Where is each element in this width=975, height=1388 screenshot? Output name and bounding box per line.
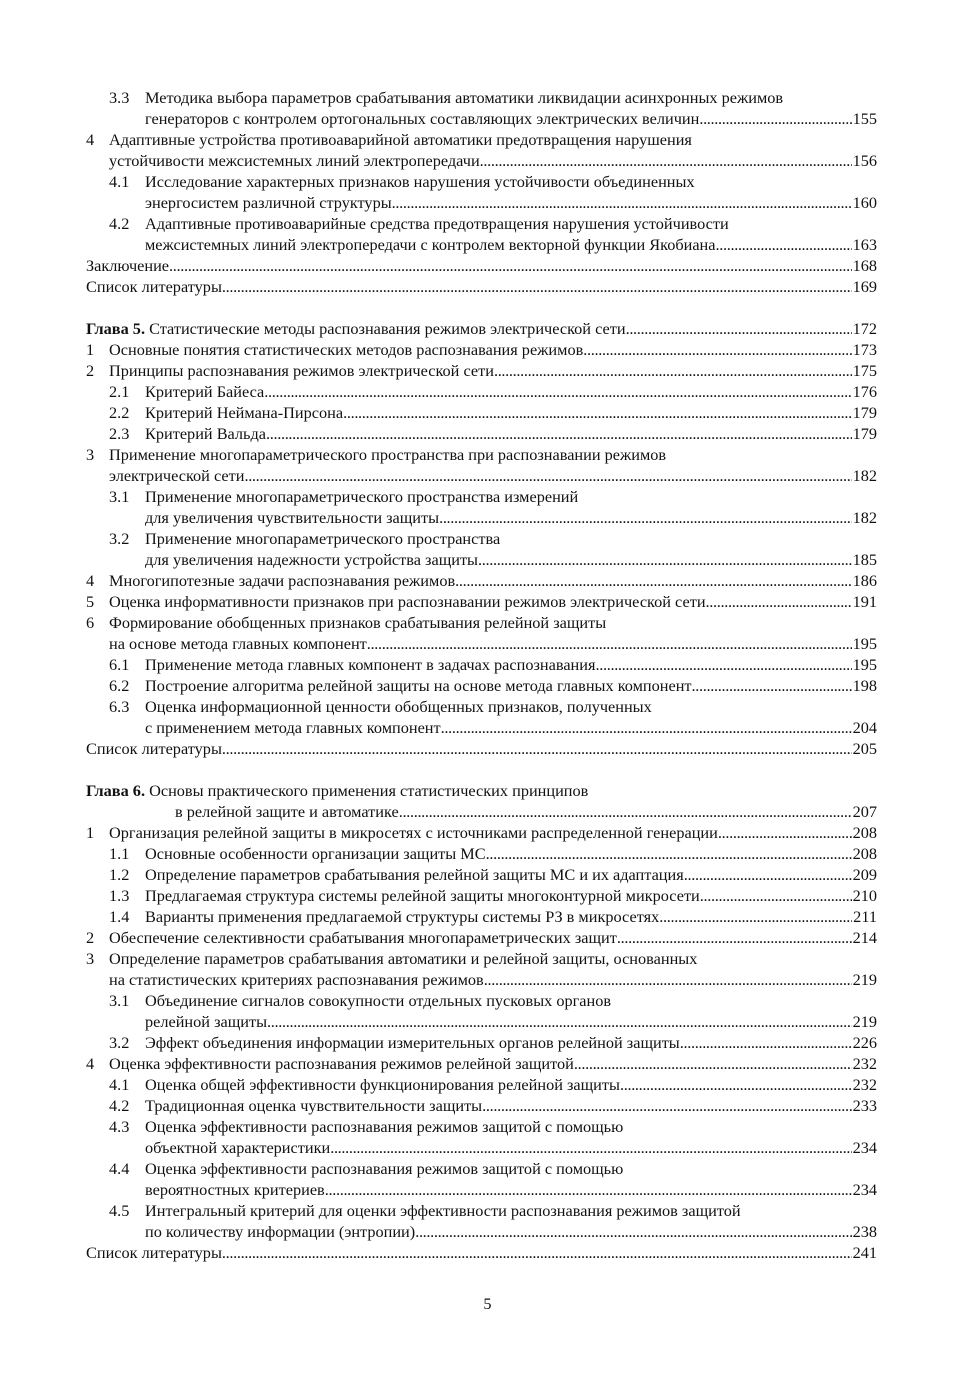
page-ref: 179 [852,424,877,443]
entry-number: 4.2 [109,214,130,233]
page-ref: 185 [852,550,877,569]
dot-leader [494,360,852,381]
toc-entry [86,360,877,381]
entry-number: 1 [86,823,95,842]
page-ref: 176 [852,382,877,401]
toc-entry [86,423,877,444]
toc-entry [86,318,877,339]
toc-entry [86,948,877,969]
toc-entry [86,339,877,360]
dot-leader [620,1074,852,1095]
page-ref: 173 [852,340,877,359]
page-ref: 163 [852,235,877,254]
entry-title: Оценка эффективности распознавания режимов защитой с помощью [145,1159,624,1178]
page-ref: 191 [852,592,877,611]
dot-leader [267,1011,852,1032]
entry-title: электрической сети [109,466,245,485]
page-ref: 209 [852,865,877,884]
entry-title: Предлагаемая структура системы релейной защиты многоконтурной микросети [145,886,700,905]
entry-title: вероятностных критериев [145,1180,325,1199]
dot-leader [478,549,852,570]
entry-title: Многогипотезные задачи распознавания режимов [109,571,456,590]
spacer [86,759,877,780]
entry-title: Оценка общей эффективности функционирования релейной защиты [145,1075,620,1094]
page-ref: 238 [852,1222,877,1241]
entry-number: 1.1 [109,844,130,863]
entry-title: для увеличения надежности устройства защиты [145,550,478,569]
entry-title: Интегральный критерий для оценки эффективности распознавания режимов защитой [145,1201,741,1220]
entry-title: Определение параметров срабатывания релейной защиты МС и их адаптация [145,865,684,884]
toc-entry [86,843,877,864]
toc-entry [86,234,877,255]
entry-title: Основные особенности организации защиты МС [145,844,486,863]
entry-number: 6.2 [109,676,130,695]
page-number: 5 [483,1294,492,1313]
entry-title: Обеспечение селективности срабатывания многопараметрических защит [109,928,617,947]
toc-entry [86,1221,877,1242]
page-ref: 232 [852,1075,877,1094]
entry-number: 6.1 [109,655,130,674]
entry-number: 2.1 [109,382,130,401]
toc-entry [86,486,877,507]
dot-leader [680,1032,852,1053]
entry-title: Исследование характерных признаков нарушения устойчивости объединенных [145,172,695,191]
entry-title: Применение многопараметрического пространства [145,529,501,548]
entry-number: 5 [86,592,95,611]
entry-title: Заключение [86,256,170,275]
dot-leader [266,423,852,444]
entry-title: Применение многопараметрического пространства при распознавании режимов [109,445,667,464]
page-ref: 169 [852,277,877,296]
toc-entry [86,969,877,990]
page-ref: 208 [852,823,877,842]
entry-number: 4.1 [109,172,130,191]
toc-entry [86,1053,877,1074]
entry-title: Оценка эффективности распознавания режимов релейной защитой [109,1054,574,1073]
entry-title: Адаптивные устройства противоаварийной автоматики предотвращения нарушения [109,130,692,149]
entry-title: Организация релейной защиты в микросетях с источниками распределенной генерации [109,823,718,842]
toc-entry [86,444,877,465]
page-ref: 232 [852,1054,877,1073]
entry-title: Критерий Неймана-Пирсона [145,403,344,422]
toc-entry [86,381,877,402]
entry-title: в релейной защите и автоматике [175,802,399,821]
entry-title: Определение параметров срабатывания автоматики и релейной защиты, основанных [109,949,698,968]
toc-entry [86,549,877,570]
entry-title: Применение многопараметрического пространства измерений [145,487,579,506]
toc-entry [86,276,877,297]
spacer [86,297,877,318]
toc-entry [86,1158,877,1179]
entry-title: Варианты применения предлагаемой структуры системы РЗ в микросетях [145,907,660,926]
entry-number: 3 [86,949,95,968]
entry-title: Список литературы [86,1243,222,1262]
toc-entry [86,402,877,423]
dot-leader [264,381,851,402]
page-ref: 208 [852,844,877,863]
dot-leader [455,570,851,591]
entry-number: 4.1 [109,1075,130,1094]
page-ref: 211 [853,907,877,926]
dot-leader [441,717,852,738]
entry-title: Методика выбора параметров срабатывания автоматики ликвидации асинхронных режимов [145,88,784,107]
toc-entry [86,1074,877,1095]
dot-leader [169,255,852,276]
toc-entry [86,1242,877,1263]
entry-title: с применением метода главных компонент [145,718,441,737]
entry-title: Оценка информативности признаков при распознавании режимов электрической сети [109,592,706,611]
entry-title: Основные понятия статистических методов распознавания режимов [109,340,584,359]
dot-leader [617,927,852,948]
dot-leader [706,591,852,612]
entry-title: Список литературы [86,739,222,758]
entry-number: 6.3 [109,697,130,716]
dot-leader [415,1221,851,1242]
entry-number: 3.1 [109,487,130,506]
page-ref: 207 [852,802,877,821]
entry-title: на статистических критериях распознавания режимов [109,970,484,989]
toc-entry [86,507,877,528]
page-ref: 175 [852,361,877,380]
entry-number: 6 [86,613,95,632]
page-ref: 186 [852,571,877,590]
table-of-contents [86,87,877,1263]
page-ref: 204 [852,718,877,737]
dot-leader [583,339,851,360]
entry-title: для увеличения чувствительности защиты [145,508,440,527]
entry-title: Статистические методы распознавания режимов электрической сети [145,319,626,338]
toc-entry [86,108,877,129]
chapter-label: Глава 5. [86,319,146,338]
dot-leader [595,654,851,675]
entry-title: Основы практического применения статистических принципов [145,781,589,800]
dot-leader [684,864,852,885]
toc-entry [86,129,877,150]
page-ref: 210 [852,886,877,905]
entry-number: 3.2 [109,1033,130,1052]
entry-number: 4 [86,571,95,590]
entry-title: устойчивости межсистемных линий электропередачи [109,151,480,170]
dot-leader [480,150,852,171]
entry-number: 1.2 [109,865,130,884]
toc-entry [86,465,877,486]
entry-number: 4 [86,1054,95,1073]
dot-leader [325,1179,852,1200]
entry-title: Список литературы [86,277,222,296]
page-ref: 198 [852,676,877,695]
toc-entry [86,528,877,549]
dot-leader [486,843,852,864]
toc-entry [86,717,877,738]
entry-number: 2 [86,928,95,947]
dot-leader [222,1242,852,1263]
entry-number: 3.2 [109,529,130,548]
page-ref: 219 [852,1012,877,1031]
page-ref: 156 [852,151,877,170]
toc-entry [86,1116,877,1137]
entry-title: Применение метода главных компонент в задачах распознавания [145,655,596,674]
page-ref: 214 [852,928,877,947]
entry-number: 3.3 [109,88,130,107]
toc-entry [86,1032,877,1053]
toc-entry [86,1011,877,1032]
page-ref: 233 [852,1096,877,1115]
dot-leader [692,675,852,696]
entry-number: 4.5 [109,1201,130,1220]
entry-title: межсистемных линий электропередачи с контролем векторной функции Якобиана [145,235,716,254]
entry-title: на основе метода главных компонент [109,634,367,653]
toc-entry [86,801,877,822]
dot-leader [330,1137,851,1158]
page-ref: 234 [852,1180,877,1199]
dot-leader [716,234,852,255]
entry-title: по количеству информации (энтропии) [145,1222,416,1241]
entry-title: Оценка эффективности распознавания режимов защитой с помощью [145,1117,624,1136]
entry-title: Формирование обобщенных признаков срабатывания релейной защиты [109,613,607,632]
entry-title: энергосистем различной структуры [145,193,392,212]
toc-entry [86,675,877,696]
page-ref: 219 [852,970,877,989]
entry-number: 4.2 [109,1096,130,1115]
dot-leader [699,108,851,129]
dot-leader [244,465,851,486]
entry-title: Объединение сигналов совокупности отдельных пусковых органов [145,991,612,1010]
dot-leader [222,738,852,759]
entry-title: Адаптивные противоаварийные средства предотвращения нарушения устойчивости [145,214,729,233]
entry-title: Построение алгоритма релейной защиты на основе метода главных компонент [145,676,692,695]
dot-leader [343,402,851,423]
dot-leader [222,276,852,297]
entry-title: генераторов с контролем ортогональных составляющих электрических величин [145,109,700,128]
toc-entry [86,255,877,276]
dot-leader [574,1053,852,1074]
page-ref: 160 [852,193,877,212]
entry-title: Критерий Вальда [145,424,266,443]
toc-entry [86,570,877,591]
entry-title: Критерий Байеса [145,382,265,401]
dot-leader [439,507,852,528]
entry-number: 2 [86,361,95,380]
page-ref: 205 [852,739,877,758]
dot-leader [392,192,852,213]
toc-entry [86,171,877,192]
page-ref: 179 [852,403,877,422]
toc-entry [86,822,877,843]
entry-title: Эффект объединения информации измерительных органов релейной защиты [145,1033,680,1052]
toc-entry [86,885,877,906]
toc-entry [86,192,877,213]
page-ref: 241 [852,1243,877,1262]
entry-number: 3.1 [109,991,130,1010]
toc-entry [86,1137,877,1158]
page-ref: 195 [852,655,877,674]
entry-number: 4.3 [109,1117,130,1136]
entry-number: 2.3 [109,424,130,443]
page-ref: 155 [852,109,877,128]
toc-entry [86,780,877,801]
entry-title: Оценка информационной ценности обобщенных признаков, полученных [145,697,652,716]
dot-leader [718,822,852,843]
toc-entry [86,633,877,654]
toc-entry [86,87,877,108]
page-ref: 168 [852,256,877,275]
page-ref: 182 [852,508,877,527]
toc-entry [86,906,877,927]
toc-entry [86,927,877,948]
entry-number: 2.2 [109,403,130,422]
page-ref: 195 [852,634,877,653]
entry-number: 1.4 [109,907,130,926]
toc-entry [86,612,877,633]
toc-entry [86,213,877,234]
page-ref: 226 [852,1033,877,1052]
chapter-label: Глава 6. [86,781,146,800]
entry-number: 4 [86,130,95,149]
toc-entry [86,864,877,885]
entry-title: релейной защиты [145,1012,268,1031]
page-ref: 234 [852,1138,877,1157]
dot-leader [659,906,852,927]
entry-title: Принципы распознавания режимов электрической сети [109,361,494,380]
dot-leader [367,633,852,654]
page-ref: 172 [852,319,877,338]
toc-entry [86,1200,877,1221]
toc-entry [86,696,877,717]
dot-leader [482,1095,851,1116]
entry-number: 1 [86,340,95,359]
dot-leader [484,969,852,990]
entry-number: 3 [86,445,95,464]
page-ref: 182 [852,466,877,485]
toc-entry [86,738,877,759]
toc-entry [86,1095,877,1116]
entry-number: 1.3 [109,886,130,905]
toc-entry [86,150,877,171]
toc-entry [86,591,877,612]
entry-title: Традиционная оценка чувствительности защиты [145,1096,483,1115]
toc-entry [86,1179,877,1200]
toc-entry [86,990,877,1011]
entry-number: 4.4 [109,1159,130,1178]
toc-entry [86,654,877,675]
dot-leader [626,318,852,339]
dot-leader [700,885,852,906]
entry-title: объектной характеристики [145,1138,331,1157]
dot-leader [399,801,852,822]
